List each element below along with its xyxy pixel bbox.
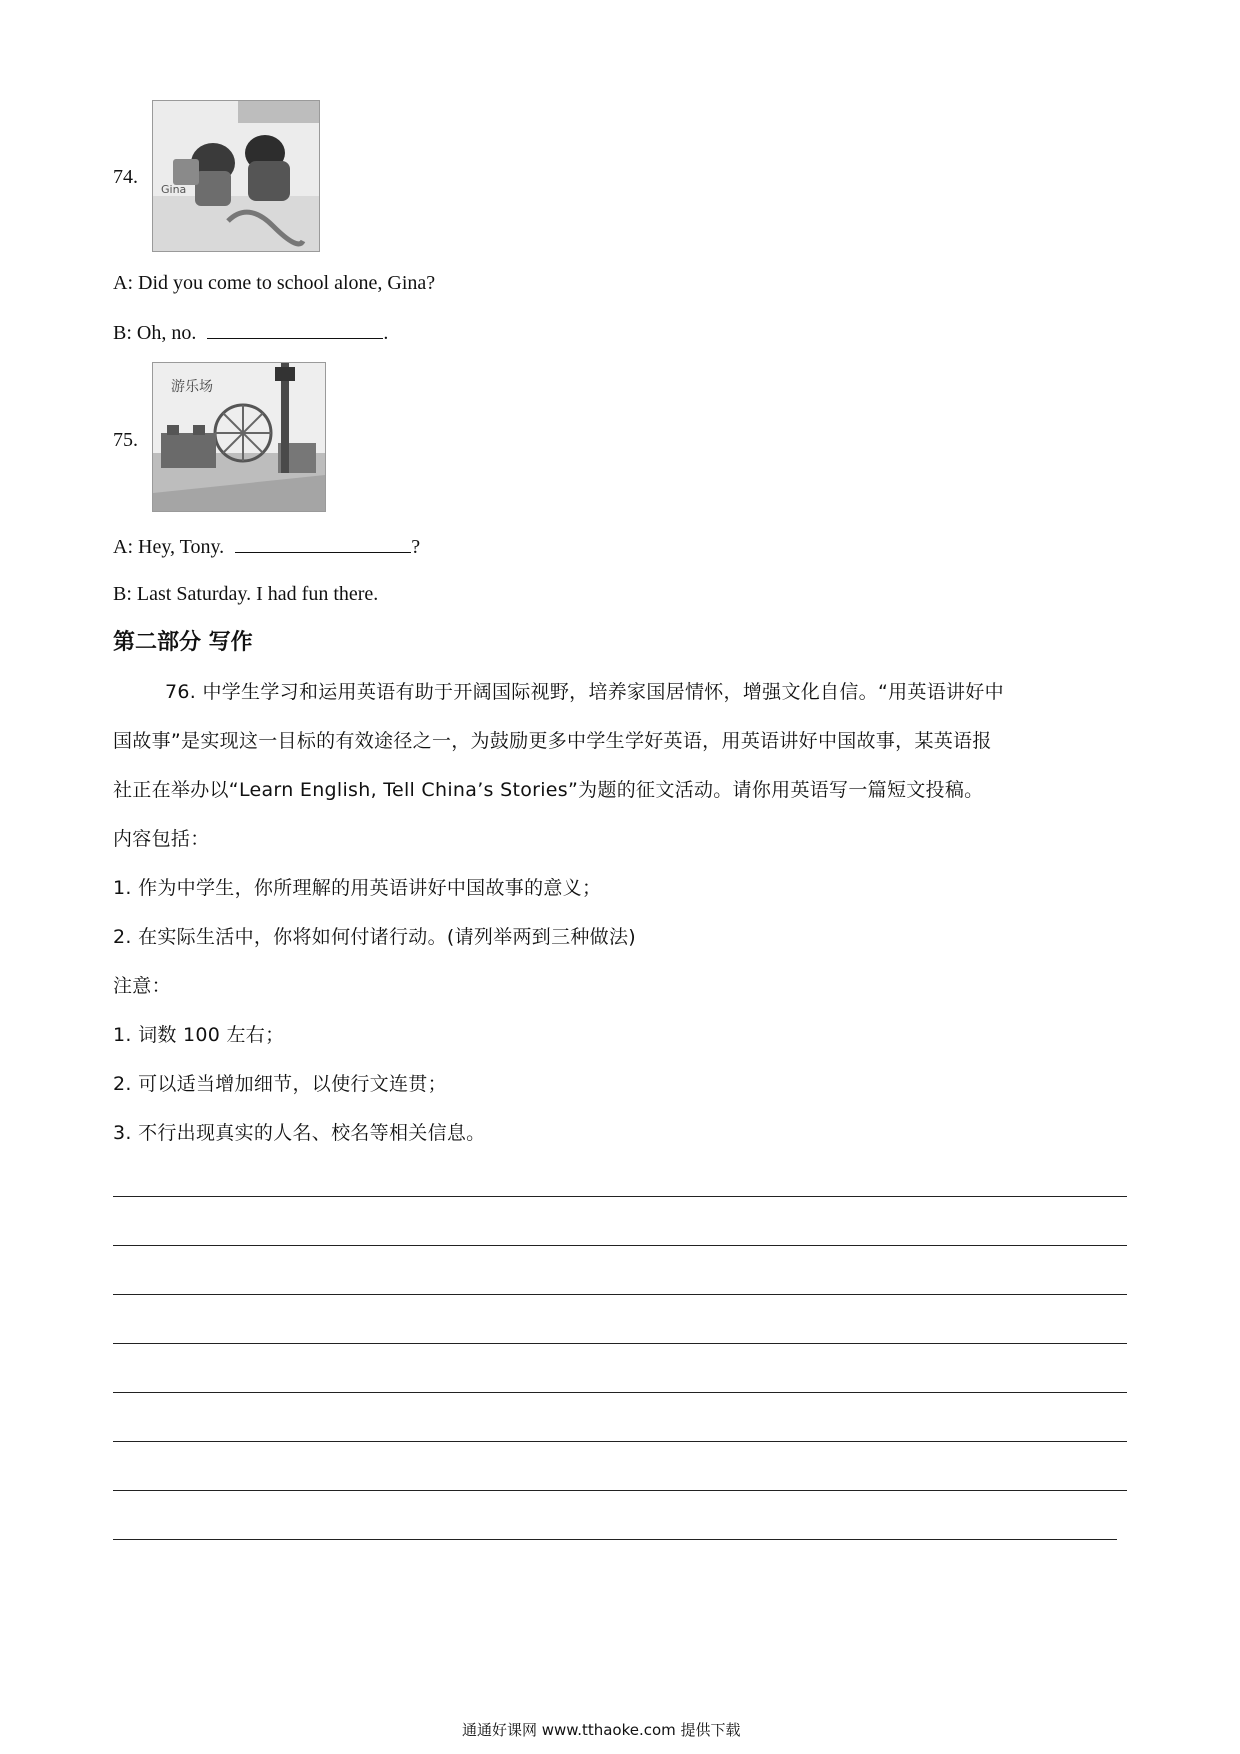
- writing-answer-line[interactable]: [113, 1196, 1127, 1197]
- q74-dialogue-b-prefix: B: Oh, no.: [113, 322, 197, 344]
- content-item: 2. 在实际生活中，你将如何付诸行动。(请列举两到三种做法): [113, 926, 636, 948]
- q75-dialogue-b: B: Last Saturday. I had fun there.: [113, 583, 379, 605]
- notes-label: 注意：: [113, 975, 171, 997]
- question-75-image: [152, 362, 326, 512]
- q75-answer-blank[interactable]: [235, 532, 411, 553]
- writing-answer-line[interactable]: [113, 1490, 1127, 1491]
- notes-item: 3. 不行出现真实的人名、校名等相关信息。: [113, 1122, 486, 1144]
- q76-prompt-line-2: 国故事”是实现这一目标的有效途径之一，为鼓励更多中学生学好英语，用英语讲好中国故事，某英语报: [113, 730, 992, 752]
- page-footer: 通通好课网 www.tthaoke.com 提供下载: [462, 1721, 741, 1739]
- q74-answer-blank[interactable]: [207, 318, 383, 339]
- amusement-park-sign: 游乐场: [171, 379, 213, 395]
- q74-dialogue-b: [113, 318, 388, 347]
- q75-dialogue-a-suffix: ?: [411, 536, 421, 558]
- writing-answer-line[interactable]: [113, 1392, 1127, 1393]
- q76-prompt-line-3: 社正在举办以“Learn English, Tell China’s Stories”为题的征文活动。请你用英语写一篇短文投稿。: [113, 779, 984, 801]
- writing-answer-line[interactable]: [113, 1245, 1127, 1246]
- q74-dialogue-a: A: Did you come to school alone, Gina?: [113, 272, 436, 294]
- q75-dialogue-a: [113, 532, 420, 561]
- question-75-number: 75.: [113, 429, 138, 451]
- question-74-image: [152, 100, 320, 252]
- q75-dialogue-a-prefix: A: Hey, Tony.: [113, 536, 225, 558]
- content-label: 内容包括：: [113, 828, 210, 850]
- amusement-park-illustration: [153, 363, 325, 511]
- writing-answer-line[interactable]: [113, 1343, 1127, 1344]
- question-74-number: 74.: [113, 166, 138, 188]
- section-heading-writing: 第二部分 写作: [113, 630, 253, 655]
- content-item: 1. 作为中学生，你所理解的用英语讲好中国故事的意义；: [113, 877, 602, 899]
- notes-item: 2. 可以适当增加细节，以使行文连贯；: [113, 1073, 447, 1095]
- q76-prompt-line-1: 76. 中学生学习和运用英语有助于开阔国际视野，培养家国居情怀，增强文化自信。“用英语讲好中: [165, 681, 1004, 703]
- gina-label: Gina: [161, 183, 187, 196]
- q74-dialogue-b-suffix: .: [383, 322, 389, 344]
- writing-answer-line[interactable]: [113, 1294, 1127, 1295]
- notes-item: 1. 词数 100 左右；: [113, 1024, 285, 1046]
- writing-answer-line[interactable]: [113, 1441, 1127, 1442]
- children-illustration: [153, 101, 319, 251]
- writing-answer-line[interactable]: [113, 1539, 1117, 1540]
